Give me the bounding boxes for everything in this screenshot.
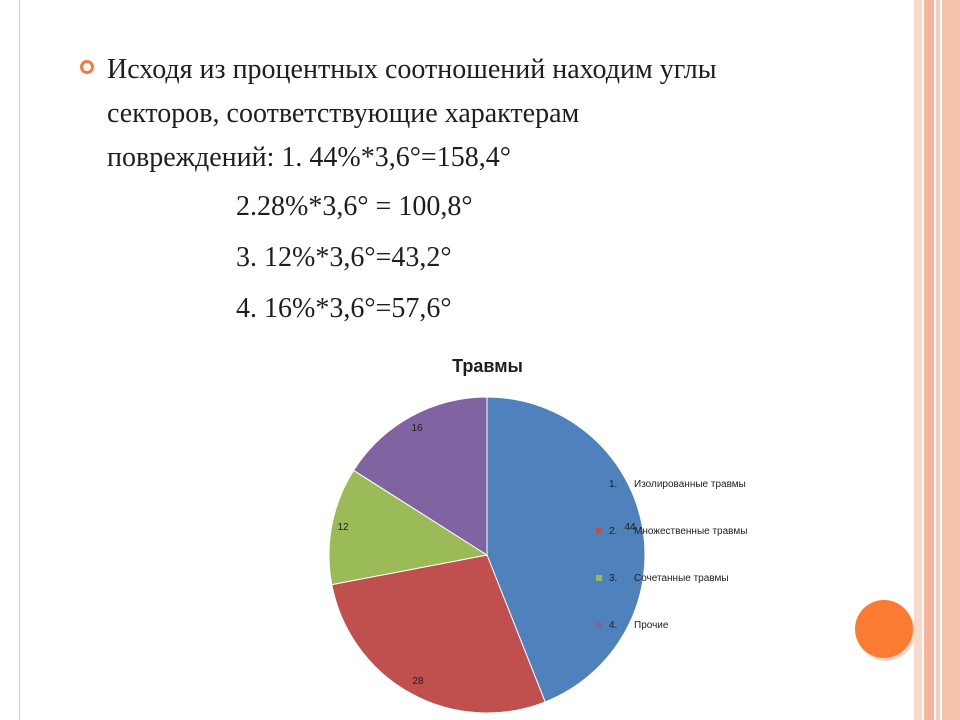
data-label-4: 16 [411, 423, 423, 434]
legend-swatch-4 [596, 622, 602, 628]
calc-item-2: 2.28%*3,6° = 100,8° [236, 191, 473, 222]
legend-number-3: 3. [609, 573, 618, 584]
legend-label-1: Изолированные травмы [634, 479, 746, 490]
legend-number-4: 4. [609, 620, 618, 631]
data-label-1: 44 [624, 522, 636, 533]
legend-swatch-1 [596, 481, 602, 487]
calc-item-3: 3. 12%*3,6°=43,2° [236, 242, 452, 273]
chart-title: Травмы [452, 356, 523, 376]
legend-number-2: 2. [609, 526, 618, 537]
slide-paragraph: Исходя из процентных соотношений находим углы секторов, соответствующие характерам повреждений: 1. 44%*3,6°=158,4° [107, 54, 717, 173]
legend-label-2: Множественные травмы [634, 526, 748, 537]
legend-label-4: Прочие [634, 620, 669, 631]
legend-label-3: Сочетанные травмы [634, 573, 729, 584]
data-label-3: 12 [337, 522, 349, 533]
decorative-circle [855, 600, 913, 658]
legend-swatch-3 [596, 575, 602, 581]
legend-swatch-2 [596, 528, 602, 534]
calc-item-4: 4. 16%*3,6°=57,6° [236, 293, 452, 324]
data-label-2: 28 [412, 676, 424, 687]
legend-number-1: 1. [609, 479, 618, 490]
